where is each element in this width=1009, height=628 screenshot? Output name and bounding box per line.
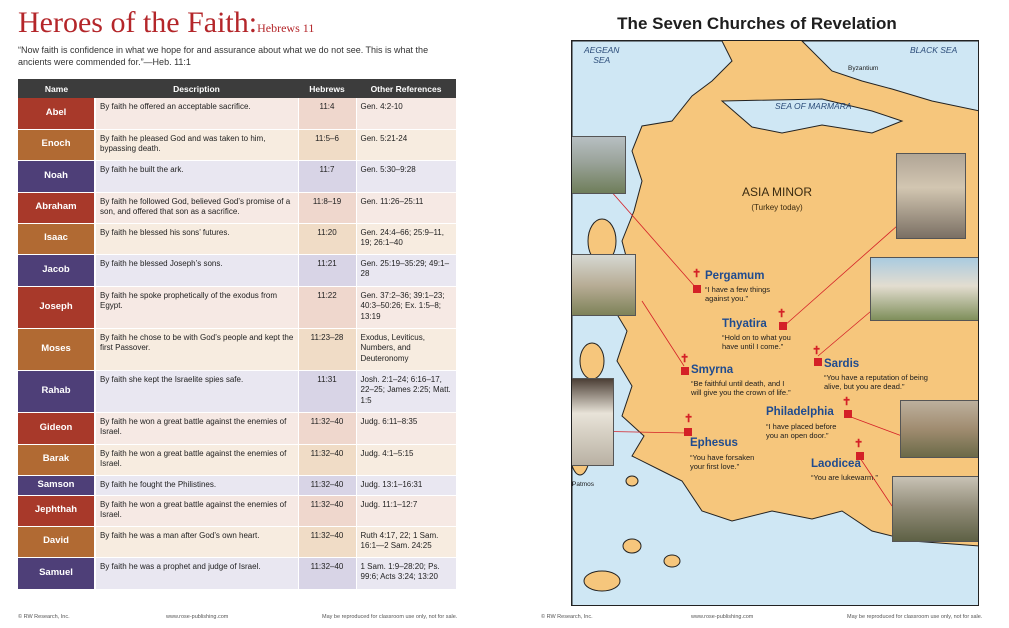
black-sea-label: BLACK SEA <box>910 45 958 55</box>
hero-name: Abel <box>18 98 95 129</box>
col-name: Name <box>18 79 95 98</box>
ruins-photo-sardis <box>870 257 979 321</box>
col-description: Description <box>95 79 298 98</box>
table-row <box>18 286 456 328</box>
table-header <box>18 79 456 98</box>
map-page <box>505 0 1009 628</box>
hero-name: Moses <box>18 328 95 370</box>
hero-description: By faith he blessed Joseph’s sons. <box>95 254 298 286</box>
hero-name: Samson <box>18 475 95 495</box>
cross-icon: ✝ <box>777 308 787 320</box>
hero-other-references: Gen. 5:21-24 <box>356 129 456 160</box>
ruins-photo-philadelphia <box>900 400 979 458</box>
table-row <box>18 223 456 254</box>
hero-hebrews-ref: 11:32–40 <box>298 526 356 557</box>
asia-minor-label: ASIA MINOR <box>741 185 812 199</box>
hero-description: By faith he spoke prophetically of the exodus from Egypt. <box>95 286 298 328</box>
cross-icon: ✝ <box>812 345 822 357</box>
hero-other-references: Gen. 25:19–35:29; 49:1–28 <box>356 254 456 286</box>
table-row <box>18 495 456 526</box>
title-main: Heroes of the Faith: <box>18 6 258 39</box>
cross-icon: ✝ <box>680 353 690 365</box>
hero-other-references: Gen. 4:2-10 <box>356 98 456 129</box>
hebrews-quote: “Now faith is confidence in what we hope for and assurance about what we do not see. This is what the ancients were commended for.”—Heb. 11:1 <box>18 45 429 67</box>
philadelphia-quote: “I have placed before you an open door.” <box>766 422 837 440</box>
title-sub: Hebrews 11 <box>257 21 315 35</box>
footer-notice: May be reproduced for classroom use only, not for sale. <box>322 614 458 620</box>
thyatira-quote: “Hold on to what you have until I come.” <box>722 333 791 351</box>
pergamum-quote: “I have a few things against you.” <box>705 285 771 303</box>
hero-name: Enoch <box>18 129 95 160</box>
ruins-photo-smyrna <box>571 254 636 316</box>
table-row <box>18 370 456 412</box>
statue-photo-ephesus <box>571 378 614 466</box>
connector-line <box>818 306 877 356</box>
ephesus-marker[interactable] <box>684 428 692 436</box>
table-row <box>18 444 456 475</box>
footer-website: www.rose-publishing.com <box>166 614 229 620</box>
island-shape <box>584 571 620 591</box>
hero-description: By faith he won a great battle against the enemies of Israel. <box>95 444 298 475</box>
table-row <box>18 160 456 192</box>
philadelphia-name: Philadelphia <box>766 406 834 418</box>
hero-name: Jephthah <box>18 495 95 526</box>
sea-of-marmara-label: SEA OF MARMARA <box>775 101 852 111</box>
hero-description: By faith he blessed his sons’ futures. <box>95 223 298 254</box>
hero-name: Barak <box>18 444 95 475</box>
table-row <box>18 328 456 370</box>
byzantium-label: Byzantium <box>848 65 879 72</box>
hero-other-references: Gen. 24:4–66; 25:9–11, 19; 26:1–40 <box>356 223 456 254</box>
ruins-photo-thyatira <box>896 153 966 239</box>
hero-description: By faith he chose to be with God’s people and kept the first Passover. <box>95 328 298 370</box>
cross-icon: ✝ <box>842 396 852 408</box>
heroes-table <box>18 79 457 590</box>
cross-icon: ✝ <box>692 268 702 280</box>
smyrna-marker[interactable] <box>681 367 689 375</box>
pergamum-marker[interactable] <box>693 285 701 293</box>
hero-hebrews-ref: 11:5–6 <box>298 129 356 160</box>
table-row <box>18 475 456 495</box>
hero-hebrews-ref: 11:32–40 <box>298 557 356 589</box>
hero-hebrews-ref: 11:32–40 <box>298 495 356 526</box>
hero-other-references: Judg. 13:1–16:31 <box>356 475 456 495</box>
hero-other-references: Josh. 2:1–24; 6:16–17, 22–25; James 2:25; Matt. 1:5 <box>356 370 456 412</box>
table-row <box>18 526 456 557</box>
hero-other-references: Exodus, Leviticus, Numbers, and Deuteronomy <box>356 328 456 370</box>
smyrna-quote: “Be faithful until death, and I will give you the crown of life.” <box>691 379 791 397</box>
hero-hebrews-ref: 11:23–28 <box>298 328 356 370</box>
hero-other-references: Gen. 11:26–25:11 <box>356 192 456 223</box>
thyatira-marker[interactable] <box>779 322 787 330</box>
laodicea-quote: “You are lukewarm.” <box>811 473 878 482</box>
hero-hebrews-ref: 11:8–19 <box>298 192 356 223</box>
hero-description: By faith he fought the Philistines. <box>95 475 298 495</box>
laodicea-name: Laodicea <box>811 458 861 470</box>
table-row <box>18 412 456 444</box>
hero-name: Rahab <box>18 370 95 412</box>
hero-description: By faith he pleased God and was taken to him, bypassing death. <box>95 129 298 160</box>
hero-description: By faith he followed God, believed God’s promise of a son, and offered that son as a sacrifice. <box>95 192 298 223</box>
cross-icon: ✝ <box>854 438 864 450</box>
hero-other-references: Ruth 4:17, 22; 1 Sam. 16:1—2 Sam. 24:25 <box>356 526 456 557</box>
connector-line <box>860 458 892 506</box>
ruins-photo-pergamum <box>571 136 626 194</box>
connector-line <box>642 301 684 366</box>
connector-line <box>851 417 902 436</box>
page-title <box>18 6 314 40</box>
island-shape <box>623 539 641 553</box>
table-row <box>18 557 456 589</box>
sardis-marker[interactable] <box>814 358 822 366</box>
hero-name: Gideon <box>18 412 95 444</box>
cross-icon: ✝ <box>684 413 694 425</box>
table-row <box>18 192 456 223</box>
footer-copyright: © RW Research, Inc. <box>18 614 70 620</box>
hero-description: By faith he was a man after God’s own heart. <box>95 526 298 557</box>
hero-other-references: Judg. 11:1–12:7 <box>356 495 456 526</box>
sardis-name: Sardis <box>824 358 860 370</box>
hero-hebrews-ref: 11:4 <box>298 98 356 129</box>
hero-name: Isaac <box>18 223 95 254</box>
ruins-photo-laodicea <box>892 476 979 542</box>
hero-description: By faith he won a great battle against the enemies of Israel. <box>95 412 298 444</box>
hero-other-references: Judg. 4:1–5:15 <box>356 444 456 475</box>
hero-name: Abraham <box>18 192 95 223</box>
footer-website: www.rose-publishing.com <box>691 614 754 620</box>
hero-hebrews-ref: 11:32–40 <box>298 444 356 475</box>
table-row <box>18 254 456 286</box>
col-hebrews: Hebrews <box>298 79 356 98</box>
sardis-quote: “You have a reputation of being alive, but you are dead.” <box>824 373 928 391</box>
pergamum-name: Pergamum <box>705 270 765 282</box>
hero-other-references: 1 Sam. 1:9–28:20; Ps. 99:6; Acts 3:24; 13:20 <box>356 557 456 589</box>
footer-copyright: © RW Research, Inc. <box>541 614 593 620</box>
hero-name: David <box>18 526 95 557</box>
turkey-today-label: (Turkey today) <box>751 203 803 212</box>
ephesus-quote: “You have forsaken your first love.” <box>690 453 755 471</box>
hero-other-references: Gen. 5:30–9:28 <box>356 160 456 192</box>
hero-hebrews-ref: 11:21 <box>298 254 356 286</box>
hero-description: By faith he offered an acceptable sacrifice. <box>95 98 298 129</box>
hero-name: Samuel <box>18 557 95 589</box>
ephesus-name: Ephesus <box>690 437 738 449</box>
philadelphia-marker[interactable] <box>844 410 852 418</box>
hero-description: By faith she kept the Israelite spies safe. <box>95 370 298 412</box>
table-row <box>18 98 456 129</box>
hero-hebrews-ref: 11:7 <box>298 160 356 192</box>
hero-name: Jacob <box>18 254 95 286</box>
hero-hebrews-ref: 11:32–40 <box>298 412 356 444</box>
hero-hebrews-ref: 11:31 <box>298 370 356 412</box>
seven-churches-map <box>571 40 979 606</box>
col-other-references: Other References <box>356 79 456 98</box>
patmos-label: Patmos <box>572 481 595 488</box>
hero-name: Noah <box>18 160 95 192</box>
hero-description: By faith he was a prophet and judge of Israel. <box>95 557 298 589</box>
thyatira-name: Thyatira <box>722 318 767 330</box>
hero-description: By faith he won a great battle against the enemies of Israel. <box>95 495 298 526</box>
aegean-sea-label: AEGEAN SEA <box>584 45 620 65</box>
hero-other-references: Gen. 37:2–36; 39:1–23; 40:3–50:26; Ex. 1:5–8; 13:19 <box>356 286 456 328</box>
hero-description: By faith he built the ark. <box>95 160 298 192</box>
footer-notice: May be reproduced for classroom use only, not for sale. <box>847 614 983 620</box>
hero-name: Joseph <box>18 286 95 328</box>
hero-hebrews-ref: 11:22 <box>298 286 356 328</box>
hero-hebrews-ref: 11:32–40 <box>298 475 356 495</box>
hero-hebrews-ref: 11:20 <box>298 223 356 254</box>
island-shape <box>664 555 680 567</box>
smyrna-name: Smyrna <box>691 364 734 376</box>
hero-other-references: Judg. 6:11–8:35 <box>356 412 456 444</box>
island-shape <box>580 343 604 379</box>
table-row <box>18 129 456 160</box>
island-shape <box>626 476 638 486</box>
map-title: The Seven Churches of Revelation <box>617 14 897 33</box>
